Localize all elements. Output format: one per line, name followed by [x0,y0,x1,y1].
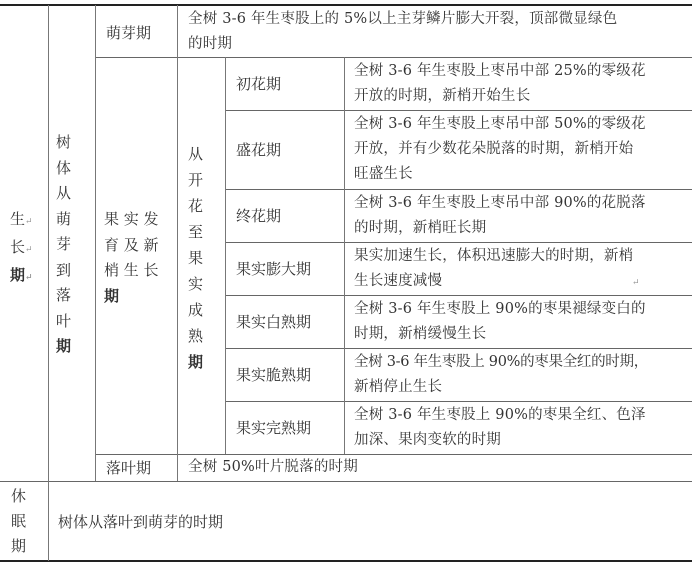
dormancy-char: 期 [11,537,27,555]
dormancy-char: 休 [11,487,27,505]
sprouting-stage-name: 萌芽期 [106,24,152,42]
stage-description-line: 的时期，新梢旺长期 [354,220,487,236]
bloom-char: 期 [188,353,204,371]
fruit-dev-line: 梢 生 长 [104,261,159,279]
stage-description-line: 全树 3-6 年生枣股上枣吊中部 90%的花脱落 [354,195,646,211]
paragraph-mark: ↵ [25,217,33,227]
dormancy-description: 树体从落叶到萌芽的时期 [58,513,224,531]
span-char: 落 [56,286,72,304]
stage-name-full-ripe: 果实完熟期 [236,419,312,437]
row-divider [225,110,692,111]
span-char: 树 [56,133,72,151]
paragraph-mark: ↵ [25,245,33,255]
row-divider [225,189,692,190]
bloom-char: 实 [188,275,204,293]
stage-name-white-ripe: 果实白熟期 [236,313,312,331]
stage-description-line: 全树 3-6 年生枣股上枣吊中部 50%的零级花 [354,116,646,132]
fruit-development-label [104,207,159,309]
span-char: 萌 [56,209,72,228]
bloom-char: 开 [188,171,204,189]
bloom-char: 成 [188,301,204,319]
dormancy-period-label [11,484,31,559]
fruit-dev-line: 果 实 发 [104,210,159,228]
fruit-dev-line: 育 及 新 [104,235,159,254]
row-divider [95,454,692,455]
stage-description-line: 全树 3-6 年生枣股上 90%的枣果全红、色泽 [354,407,646,423]
growth-char: 生 [10,210,26,228]
span-char: 到 [56,260,72,279]
stage-description-line: 全树 3-6 年生枣股上枣吊中部 25%的零级花 [354,63,646,79]
fruit-dev-line: 期 [104,286,120,305]
stage-name-fruit-enlargement: 果实膨大期 [236,260,312,278]
span-char: 叶 [56,311,72,330]
bloom-to-ripe-label [188,141,208,375]
tree-span-label [56,130,76,360]
stage-description-line: 新梢停止生长 [354,379,443,395]
col-divider [95,5,96,481]
growth-char: 长 [10,238,26,256]
sprouting-description-line: 全树 3-6 年生枣股上的 5%以上主芽鳞片膨大开裂，顶部微显绿色 [188,11,618,27]
stage-description-line: 开放，并有少数花朵脱落的时期，新梢开始 [354,141,634,157]
col-divider [48,5,49,561]
stage-description-line: 加深、果肉变软的时期 [354,432,501,448]
leaf-fall-stage-name: 落叶期 [106,459,152,477]
bloom-char: 从 [188,145,204,163]
paragraph-mark: ↵ [25,273,33,283]
stage-description-line: 旺盛生长 [354,166,413,182]
leaf-fall-description: 全树 50%叶片脱落的时期 [188,459,358,475]
bloom-char: 果 [188,249,204,267]
row-divider [95,57,692,58]
col-divider [225,57,226,454]
row-divider [225,295,692,296]
stage-description-line: 果实加速生长，体积迅速膨大的时期，新梢 [354,248,634,264]
stage-name-late-bloom: 终花期 [236,207,282,225]
stage-description-text: 生长速度减慢 [354,273,443,289]
growth-period-label [10,207,46,291]
stage-name-early-bloom: 初花期 [236,75,282,93]
growth-char: 期 [10,266,26,284]
row-divider [225,242,692,243]
row-divider [0,481,692,482]
span-char: 芽 [56,235,72,253]
row-divider [225,348,692,349]
bloom-char: 熟 [188,327,204,345]
stage-description-line: 全树 3-6 年生枣股上 90%的枣果褪绿变白的 [354,301,646,317]
span-char: 从 [56,184,72,202]
span-char: 体 [56,158,72,177]
span-char: 期 [56,337,72,355]
stage-description-line [354,269,684,294]
paragraph-mark: ↵ [632,278,640,288]
stage-description-line: 全树 3-6 年生枣股上 90%的枣果全红的时期， [354,354,648,370]
stage-name-full-bloom: 盛花期 [236,141,282,159]
stage-description-line: 时期，新梢缓慢生长 [354,326,487,342]
stage-description-line: 开放的时期，新梢开始生长 [354,88,531,104]
dormancy-char: 眠 [11,512,27,530]
table-top-border [0,4,692,6]
col-divider [344,57,345,454]
table-bottom-border [0,560,692,562]
bloom-char: 花 [188,197,204,215]
stage-name-crisp-ripe: 果实脆熟期 [236,366,312,384]
col-divider [177,5,178,481]
row-divider [225,401,692,402]
bloom-char: 至 [188,223,204,241]
sprouting-description-line: 的时期 [188,36,233,52]
